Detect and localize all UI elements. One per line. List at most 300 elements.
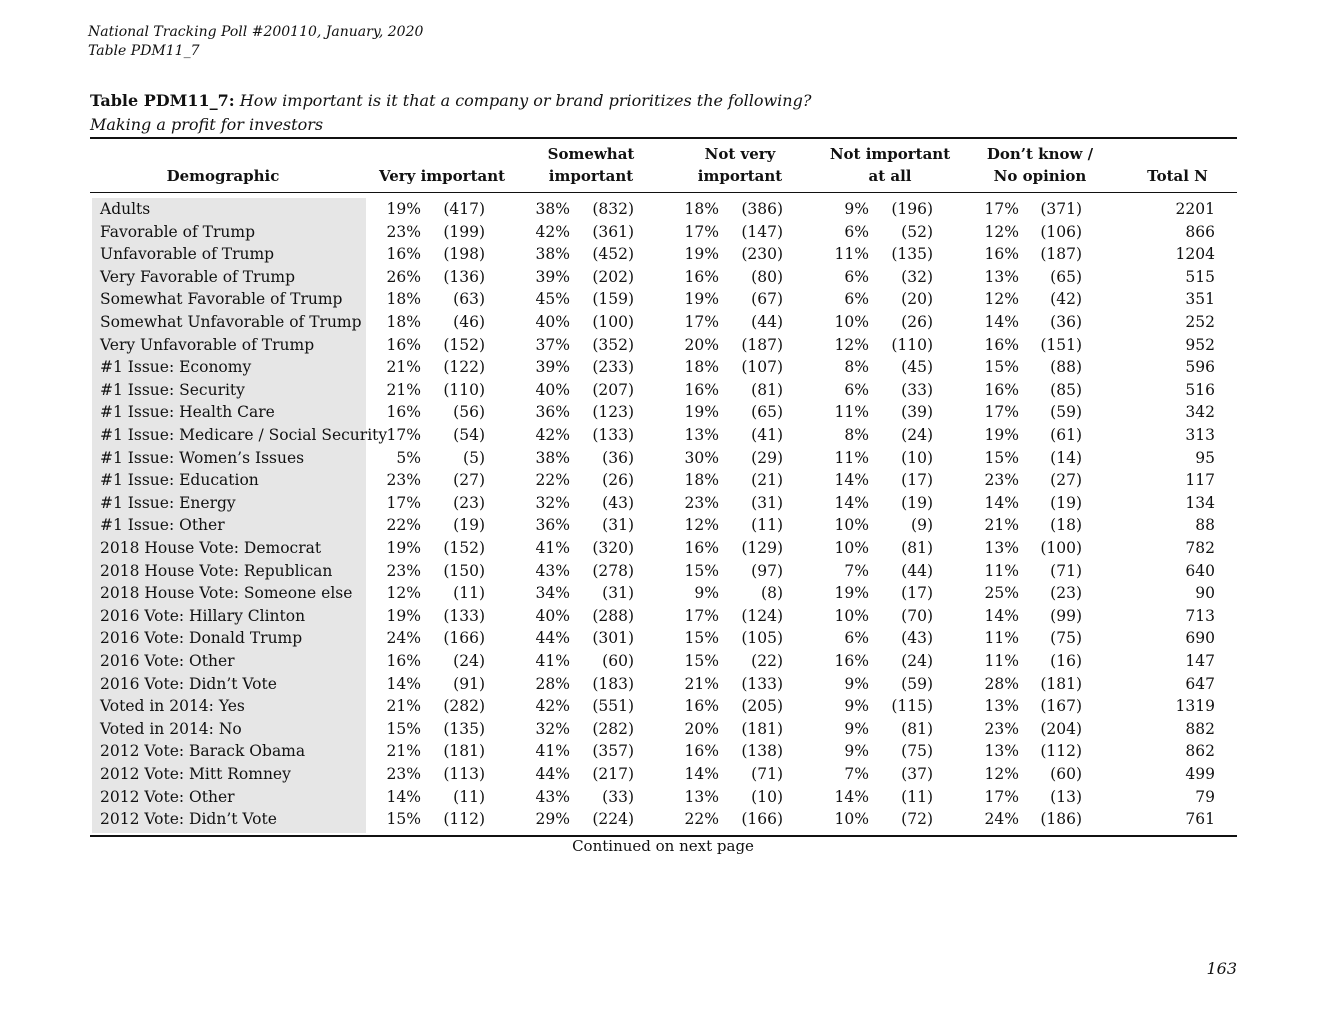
cell-count: (75) <box>1050 629 1082 648</box>
cell-percent: 12% <box>386 584 421 603</box>
row-label: 2018 House Vote: Someone else <box>100 584 353 603</box>
cell-count: (224) <box>592 810 634 829</box>
header-notimportant-line1: Not important <box>829 145 951 163</box>
cell-percent: 17% <box>984 200 1019 218</box>
cell-percent: 6% <box>844 380 869 399</box>
cell-total-n: 147 <box>1185 652 1215 670</box>
caption-item: Making a profit for investors <box>90 115 324 134</box>
cell-count: (23) <box>453 493 485 512</box>
header-not-important-at-all <box>815 143 965 187</box>
cell-count: (371) <box>1040 200 1082 218</box>
row-label: 2016 Vote: Didn’t Vote <box>100 674 277 693</box>
cell-count: (59) <box>1050 403 1082 422</box>
cell-percent: 19% <box>684 290 719 309</box>
table-row <box>0 447 1320 470</box>
cell-percent: 19% <box>684 403 719 422</box>
cell-percent: 23% <box>386 471 421 490</box>
cell-total-n: 95 <box>1195 448 1215 467</box>
cell-percent: 38% <box>535 245 570 264</box>
cell-percent: 38% <box>535 448 570 467</box>
header-somewhat-important <box>521 143 661 187</box>
cell-percent: 14% <box>984 493 1019 512</box>
row-label: 2016 Vote: Donald Trump <box>100 629 303 648</box>
cell-percent: 34% <box>535 584 570 603</box>
caption-question: How important is it that a company or brand prioritizes the following? <box>239 91 812 110</box>
cell-percent: 10% <box>834 313 869 331</box>
cell-count: (129) <box>741 539 783 557</box>
cell-count: (41) <box>751 426 783 444</box>
row-label: 2018 House Vote: Democrat <box>100 539 322 557</box>
table-row <box>0 311 1320 334</box>
cell-count: (352) <box>592 335 634 354</box>
cell-count: (136) <box>443 267 485 286</box>
cell-count: (452) <box>592 245 634 264</box>
row-label: #1 Issue: Security <box>100 380 245 399</box>
cell-count: (23) <box>1050 584 1082 603</box>
cell-percent: 14% <box>834 787 869 806</box>
header-total-n: Total N <box>1147 167 1208 185</box>
cell-percent: 17% <box>984 403 1019 422</box>
row-label: Adults <box>100 200 151 218</box>
cell-count: (166) <box>741 810 783 829</box>
table-row <box>0 786 1320 809</box>
cell-percent: 16% <box>984 245 1019 264</box>
table-row <box>0 673 1320 696</box>
cell-total-n: 79 <box>1195 787 1215 806</box>
cell-count: (99) <box>1050 606 1082 625</box>
cell-count: (33) <box>901 380 933 399</box>
cell-count: (22) <box>751 652 783 670</box>
cell-percent: 43% <box>535 561 570 580</box>
cell-percent: 30% <box>684 448 719 467</box>
cell-percent: 21% <box>386 358 421 377</box>
cell-total-n: 1319 <box>1175 697 1215 716</box>
cell-percent: 20% <box>684 335 719 354</box>
row-label: Very Favorable of Trump <box>100 267 296 286</box>
cell-percent: 42% <box>535 426 570 444</box>
header-notimportant-line2: at all <box>868 167 912 185</box>
cell-count: (217) <box>592 765 634 783</box>
table-row <box>0 808 1320 831</box>
cell-percent: 16% <box>684 380 719 399</box>
caption-label: Table PDM11_7: <box>90 91 235 110</box>
row-label: Favorable of Trump <box>100 222 256 241</box>
cell-percent: 23% <box>984 719 1019 738</box>
cell-percent: 40% <box>535 606 570 625</box>
cell-count: (10) <box>751 787 783 806</box>
cell-percent: 21% <box>386 742 421 761</box>
cell-count: (115) <box>891 697 933 716</box>
table-row <box>0 582 1320 605</box>
cell-count: (24) <box>453 652 485 670</box>
cell-percent: 16% <box>386 403 421 422</box>
cell-percent: 13% <box>984 742 1019 761</box>
cell-percent: 22% <box>535 471 570 490</box>
cell-percent: 15% <box>984 448 1019 467</box>
cell-count: (39) <box>901 403 933 422</box>
cell-percent: 13% <box>984 267 1019 286</box>
row-label: 2012 Vote: Other <box>100 787 235 806</box>
cell-percent: 43% <box>535 787 570 806</box>
cell-total-n: 515 <box>1185 267 1215 286</box>
row-label: #1 Issue: Economy <box>100 358 252 377</box>
cell-count: (9) <box>911 516 933 535</box>
cell-total-n: 761 <box>1185 810 1215 829</box>
table-row <box>0 718 1320 741</box>
cell-count: (100) <box>1040 539 1082 557</box>
header-dontknow-line2: No opinion <box>993 167 1087 185</box>
table-row <box>0 424 1320 447</box>
cell-percent: 13% <box>684 787 719 806</box>
page-number: 163 <box>1206 959 1237 978</box>
cell-count: (152) <box>443 539 485 557</box>
cell-percent: 12% <box>684 516 719 535</box>
table-id: Table PDM11_7 <box>88 43 200 59</box>
cell-count: (27) <box>453 471 485 490</box>
cell-count: (10) <box>901 448 933 467</box>
cell-count: (21) <box>751 471 783 490</box>
cell-count: (24) <box>901 652 933 670</box>
cell-percent: 20% <box>684 719 719 738</box>
cell-total-n: 90 <box>1195 584 1215 603</box>
header-demographic: Demographic <box>166 167 280 185</box>
header-somewhat-line1: Somewhat <box>547 145 635 163</box>
table-row <box>0 469 1320 492</box>
cell-percent: 9% <box>844 200 869 218</box>
row-label: 2018 House Vote: Republican <box>100 561 333 580</box>
cell-count: (196) <box>891 200 933 218</box>
cell-total-n: 351 <box>1185 290 1215 309</box>
cell-total-n: 499 <box>1185 765 1215 783</box>
cell-total-n: 640 <box>1185 561 1215 580</box>
cell-count: (11) <box>453 787 485 806</box>
cell-percent: 44% <box>535 765 570 783</box>
cell-percent: 7% <box>844 561 869 580</box>
table-row <box>0 605 1320 628</box>
cell-count: (135) <box>891 245 933 264</box>
cell-percent: 10% <box>834 810 869 829</box>
cell-count: (19) <box>901 493 933 512</box>
cell-count: (230) <box>741 245 783 264</box>
cell-count: (11) <box>901 787 933 806</box>
cell-count: (60) <box>1050 765 1082 783</box>
cell-percent: 10% <box>834 539 869 557</box>
table-row <box>0 243 1320 266</box>
table-row <box>0 198 1320 221</box>
cell-count: (278) <box>592 561 634 580</box>
cell-percent: 37% <box>535 335 570 354</box>
table-row <box>0 288 1320 311</box>
table-row <box>0 221 1320 244</box>
row-label: 2012 Vote: Barack Obama <box>100 742 306 761</box>
cell-percent: 21% <box>386 697 421 716</box>
cell-percent: 40% <box>535 380 570 399</box>
cell-count: (151) <box>1040 335 1082 354</box>
cell-count: (106) <box>1040 222 1082 241</box>
cell-count: (60) <box>602 652 634 670</box>
row-label: #1 Issue: Energy <box>100 493 236 512</box>
table-row <box>0 560 1320 583</box>
cell-percent: 14% <box>834 471 869 490</box>
cell-percent: 17% <box>984 787 1019 806</box>
cell-count: (71) <box>1050 561 1082 580</box>
cell-count: (110) <box>891 335 933 354</box>
cell-percent: 29% <box>535 810 570 829</box>
cell-count: (167) <box>1040 697 1082 716</box>
continued-note: Continued on next page <box>572 837 754 855</box>
cell-count: (32) <box>901 267 933 286</box>
cell-count: (5) <box>463 448 485 467</box>
cell-count: (44) <box>901 561 933 580</box>
cell-percent: 39% <box>535 358 570 377</box>
cell-count: (112) <box>443 810 485 829</box>
cell-percent: 9% <box>844 674 869 693</box>
cell-count: (204) <box>1040 719 1082 738</box>
cell-percent: 28% <box>984 674 1019 693</box>
cell-count: (11) <box>453 584 485 603</box>
cell-count: (13) <box>1050 787 1082 806</box>
cell-percent: 15% <box>684 652 719 670</box>
header-notvery-line2: important <box>697 167 783 185</box>
cell-percent: 21% <box>984 516 1019 535</box>
cell-count: (72) <box>901 810 933 829</box>
cell-percent: 19% <box>684 245 719 264</box>
cell-count: (42) <box>1050 290 1082 309</box>
cell-count: (59) <box>901 674 933 693</box>
cell-percent: 9% <box>694 584 719 603</box>
cell-percent: 17% <box>386 426 421 444</box>
cell-percent: 21% <box>684 674 719 693</box>
cell-count: (31) <box>751 493 783 512</box>
cell-total-n: 1204 <box>1175 245 1215 264</box>
table-row <box>0 537 1320 560</box>
cell-percent: 32% <box>535 493 570 512</box>
cell-count: (122) <box>443 358 485 377</box>
cell-percent: 23% <box>386 765 421 783</box>
cell-count: (301) <box>592 629 634 648</box>
cell-percent: 16% <box>684 267 719 286</box>
cell-percent: 44% <box>535 629 570 648</box>
cell-count: (152) <box>443 335 485 354</box>
cell-percent: 41% <box>535 652 570 670</box>
cell-count: (282) <box>443 697 485 716</box>
cell-percent: 45% <box>535 290 570 309</box>
cell-count: (357) <box>592 742 634 761</box>
cell-count: (24) <box>901 426 933 444</box>
row-label: Unfavorable of Trump <box>100 245 275 264</box>
cell-count: (85) <box>1050 380 1082 399</box>
cell-count: (88) <box>1050 358 1082 377</box>
header-dontknow-line1: Don’t know / <box>986 145 1094 163</box>
table-row <box>0 763 1320 786</box>
cell-count: (45) <box>901 358 933 377</box>
row-label: Voted in 2014: Yes <box>100 697 245 716</box>
page-header <box>88 23 423 61</box>
cell-count: (31) <box>602 584 634 603</box>
table-row <box>0 401 1320 424</box>
cell-count: (52) <box>901 222 933 241</box>
cell-total-n: 713 <box>1185 606 1215 625</box>
cell-count: (46) <box>453 313 485 331</box>
table-caption <box>90 89 811 137</box>
cell-percent: 16% <box>984 335 1019 354</box>
cell-percent: 19% <box>386 539 421 557</box>
cell-count: (100) <box>592 313 634 331</box>
table-row <box>0 379 1320 402</box>
cell-count: (417) <box>443 200 485 218</box>
cell-count: (133) <box>592 426 634 444</box>
cell-count: (186) <box>1040 810 1082 829</box>
cell-count: (19) <box>1050 493 1082 512</box>
cell-count: (97) <box>751 561 783 580</box>
cell-total-n: 882 <box>1185 719 1215 738</box>
cell-percent: 22% <box>386 516 421 535</box>
cell-percent: 17% <box>684 222 719 241</box>
cell-count: (71) <box>751 765 783 783</box>
cell-count: (112) <box>1040 742 1082 761</box>
table-row <box>0 650 1320 673</box>
cell-count: (133) <box>741 674 783 693</box>
cell-count: (36) <box>602 448 634 467</box>
cell-count: (26) <box>602 471 634 490</box>
cell-percent: 24% <box>984 810 1019 829</box>
cell-percent: 18% <box>386 290 421 309</box>
cell-count: (31) <box>602 516 634 535</box>
cell-total-n: 866 <box>1185 222 1215 241</box>
cell-count: (107) <box>741 358 783 377</box>
cell-count: (124) <box>741 606 783 625</box>
cell-count: (233) <box>592 358 634 377</box>
cell-percent: 13% <box>984 697 1019 716</box>
cell-count: (20) <box>901 290 933 309</box>
cell-count: (36) <box>1050 313 1082 331</box>
cell-percent: 11% <box>834 245 869 264</box>
cell-percent: 16% <box>684 539 719 557</box>
cell-total-n: 782 <box>1185 539 1215 557</box>
cell-count: (199) <box>443 222 485 241</box>
cell-total-n: 690 <box>1185 629 1215 648</box>
cell-percent: 15% <box>984 358 1019 377</box>
table-row <box>0 740 1320 763</box>
cell-percent: 23% <box>386 561 421 580</box>
cell-count: (181) <box>741 719 783 738</box>
cell-count: (361) <box>592 222 634 241</box>
cell-count: (187) <box>1040 245 1082 264</box>
cell-count: (61) <box>1050 426 1082 444</box>
cell-percent: 6% <box>844 290 869 309</box>
cell-percent: 16% <box>834 652 869 670</box>
row-label: Somewhat Favorable of Trump <box>100 290 343 309</box>
cell-percent: 40% <box>535 313 570 331</box>
cell-percent: 11% <box>834 403 869 422</box>
cell-percent: 16% <box>684 697 719 716</box>
cell-percent: 17% <box>386 493 421 512</box>
cell-percent: 41% <box>535 742 570 761</box>
cell-total-n: 862 <box>1185 742 1215 761</box>
header-somewhat-line2: important <box>548 167 634 185</box>
header-notvery-line1: Not very <box>704 145 776 163</box>
cell-percent: 25% <box>984 584 1019 603</box>
table-top-rule <box>90 137 1237 139</box>
cell-count: (832) <box>592 200 634 218</box>
row-label: #1 Issue: Medicare / Social Security <box>100 426 388 444</box>
cell-percent: 18% <box>684 358 719 377</box>
cell-total-n: 252 <box>1185 313 1215 331</box>
cell-percent: 26% <box>386 267 421 286</box>
poll-title: National Tracking Poll #200110, January, 2020 <box>88 24 424 40</box>
cell-count: (81) <box>901 719 933 738</box>
cell-percent: 11% <box>834 448 869 467</box>
cell-percent: 8% <box>844 426 869 444</box>
cell-count: (67) <box>751 290 783 309</box>
cell-percent: 14% <box>684 765 719 783</box>
cell-count: (288) <box>592 606 634 625</box>
row-label: 2012 Vote: Mitt Romney <box>100 765 291 783</box>
cell-percent: 23% <box>684 493 719 512</box>
cell-percent: 6% <box>844 267 869 286</box>
cell-count: (551) <box>592 697 634 716</box>
row-label: Voted in 2014: No <box>100 719 242 738</box>
cell-percent: 16% <box>386 245 421 264</box>
cell-percent: 19% <box>984 426 1019 444</box>
cell-percent: 11% <box>984 629 1019 648</box>
cell-percent: 41% <box>535 539 570 557</box>
cell-count: (65) <box>751 403 783 422</box>
header-not-very-important <box>670 143 810 187</box>
cell-count: (202) <box>592 267 634 286</box>
cell-count: (18) <box>1050 516 1082 535</box>
header-rule <box>90 192 1237 193</box>
header-dont-know <box>965 143 1115 187</box>
cell-total-n: 313 <box>1185 426 1215 444</box>
cell-percent: 16% <box>684 742 719 761</box>
cell-count: (80) <box>751 267 783 286</box>
table-row <box>0 695 1320 718</box>
cell-percent: 23% <box>984 471 1019 490</box>
cell-percent: 36% <box>535 516 570 535</box>
cell-percent: 18% <box>684 200 719 218</box>
cell-percent: 23% <box>386 222 421 241</box>
cell-total-n: 342 <box>1185 403 1215 422</box>
cell-count: (43) <box>901 629 933 648</box>
cell-count: (14) <box>1050 448 1082 467</box>
cell-percent: 18% <box>386 313 421 331</box>
cell-percent: 10% <box>834 516 869 535</box>
cell-percent: 12% <box>984 290 1019 309</box>
cell-percent: 12% <box>834 335 869 354</box>
cell-total-n: 88 <box>1195 516 1215 535</box>
cell-percent: 10% <box>834 606 869 625</box>
row-label: #1 Issue: Other <box>100 516 225 535</box>
table-row <box>0 492 1320 515</box>
cell-count: (27) <box>1050 471 1082 490</box>
cell-total-n: 134 <box>1185 493 1215 512</box>
cell-percent: 14% <box>834 493 869 512</box>
cell-percent: 11% <box>984 652 1019 670</box>
cell-count: (81) <box>901 539 933 557</box>
cell-percent: 17% <box>684 313 719 331</box>
cell-percent: 9% <box>844 719 869 738</box>
table-row <box>0 356 1320 379</box>
cell-percent: 15% <box>386 719 421 738</box>
cell-percent: 42% <box>535 697 570 716</box>
cell-percent: 15% <box>684 629 719 648</box>
cell-count: (65) <box>1050 267 1082 286</box>
cell-count: (54) <box>453 426 485 444</box>
cell-percent: 18% <box>684 471 719 490</box>
cell-count: (123) <box>592 403 634 422</box>
cell-percent: 19% <box>386 200 421 218</box>
